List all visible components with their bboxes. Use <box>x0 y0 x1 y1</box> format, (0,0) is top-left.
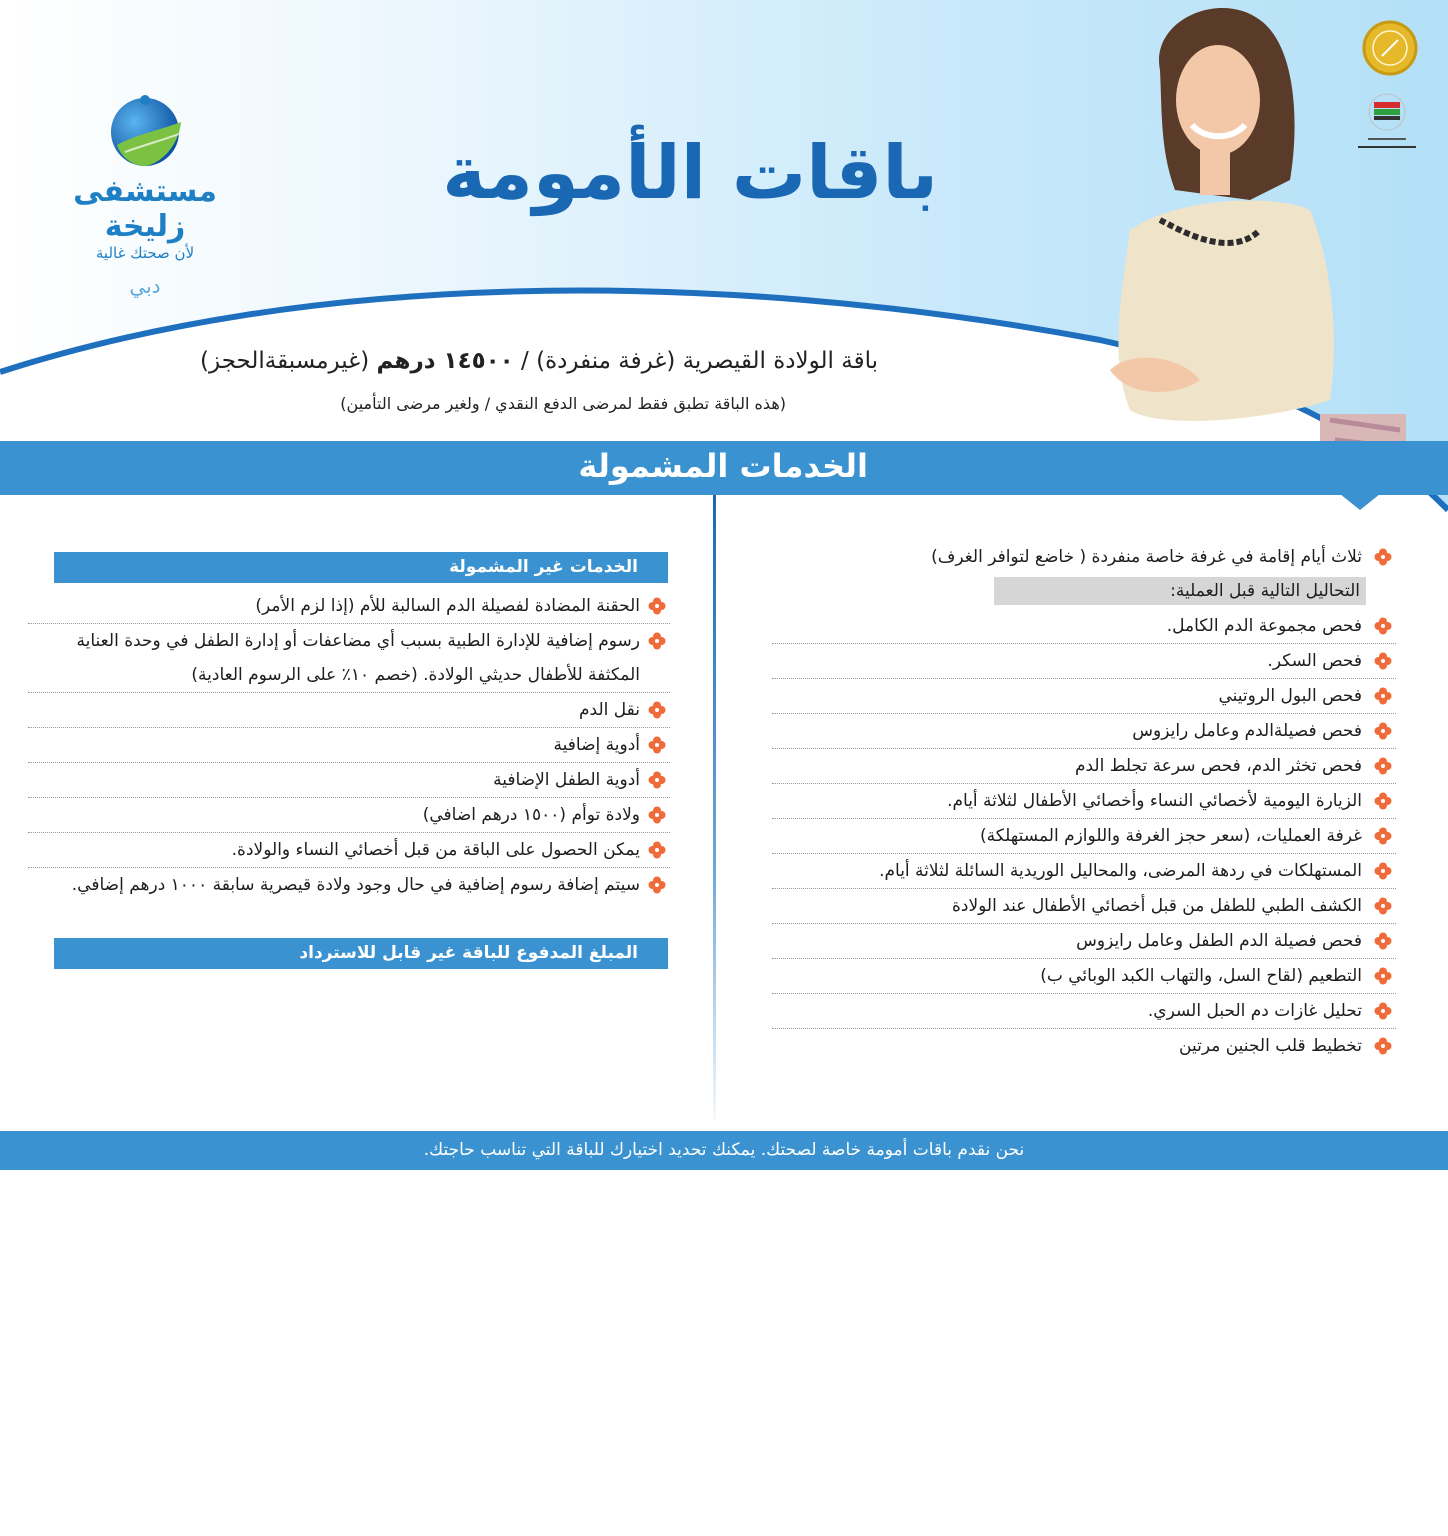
list-item-text: ولادة توأم (١٥٠٠ درهم اضافي) <box>422 805 640 825</box>
orange-flower-bullet-icon <box>1374 897 1392 915</box>
awards-area <box>1352 18 1422 168</box>
orange-flower-bullet-icon <box>648 597 666 615</box>
list-item-text: فحص مجموعة الدم الكامل. <box>1166 616 1362 636</box>
orange-flower-bullet-icon <box>648 806 666 824</box>
tests-heading: التحاليل التالية قبل العملية: <box>994 577 1366 605</box>
list-item <box>772 1029 1396 1064</box>
list-item-text: فحص فصيلة الدم الطفل وعامل رايزوس <box>1076 931 1362 951</box>
list-item <box>28 589 670 624</box>
list-item <box>28 763 670 798</box>
list-item-text: ثلاث أيام إقامة في غرفة خاصة منفردة ( خاضع لتوافر الغرف) <box>931 547 1362 567</box>
hospital-name: مستشفى زليخة <box>73 174 217 244</box>
list-item-text: رسوم إضافية للإدارة الطبية بسبب أي مضاعفات أو إدارة الطفل في وحدة العناية المكثفة للأطفال حديثي الولادة. (خصم ١٠٪ على الرسوم العادية) <box>76 631 640 685</box>
package-booking-note: (غيرمسبقةالحجز) <box>200 348 370 374</box>
orange-flower-bullet-icon <box>1374 548 1392 566</box>
orange-flower-bullet-icon <box>1374 722 1392 740</box>
orange-flower-bullet-icon <box>648 701 666 719</box>
package-name: باقة الولادة القيصرية (غرفة منفردة) / <box>521 348 878 374</box>
footer-bar <box>0 1131 1448 1170</box>
list-item-text: التطعيم (لقاح السل، والتهاب الكبد الوبائي ب) <box>1040 966 1362 986</box>
list-item <box>772 994 1396 1029</box>
gold-quality-seal-icon <box>1360 18 1420 78</box>
list-item-text: فحص السكر. <box>1267 651 1362 671</box>
hospital-logo[interactable] <box>40 90 250 298</box>
list-item <box>772 540 1396 575</box>
orange-flower-bullet-icon <box>1374 757 1392 775</box>
list-item-text: يمكن الحصول على الباقة من قبل أخصائي النساء والولادة. <box>231 840 640 860</box>
orange-flower-bullet-icon <box>648 736 666 754</box>
list-item-text: الكشف الطبي للطفل من قبل أخصائي الأطفال عند الولادة <box>951 896 1362 916</box>
list-item-text: تخطيط قلب الجنين مرتين <box>1179 1036 1362 1056</box>
orange-flower-bullet-icon <box>648 632 666 650</box>
dubai-quality-award-icon <box>1352 82 1422 158</box>
bar-notch <box>1340 494 1380 512</box>
list-item <box>772 609 1396 644</box>
orange-flower-bullet-icon <box>1374 932 1392 950</box>
included-services-bar <box>0 441 1448 495</box>
list-item <box>28 693 670 728</box>
list-item-text: تحليل غازات دم الحبل السري. <box>1147 1001 1362 1021</box>
list-item-text: الحقنة المضادة لفصيلة الدم السالبة للأم (إذا لزم الأمر) <box>255 596 640 616</box>
hospital-tagline: لأن صحتك غالية <box>95 244 195 262</box>
footer-text: نحن نقدم باقات أمومة خاصة لصحتك. يمكنك تحديد اختيارك للباقة التي تناسب حاجتك. <box>423 1140 1025 1160</box>
orange-flower-bullet-icon <box>1374 967 1392 985</box>
orange-flower-bullet-icon <box>1374 827 1392 845</box>
orange-flower-bullet-icon <box>648 841 666 859</box>
list-item <box>772 714 1396 749</box>
orange-flower-bullet-icon <box>648 876 666 894</box>
list-item <box>772 819 1396 854</box>
package-line <box>200 348 878 374</box>
list-item <box>28 798 670 833</box>
included-services-heading: الخدمات المشمولة <box>578 447 868 485</box>
excluded-services-list <box>28 552 670 902</box>
package-price: ١٤٥٠٠ درهم <box>376 348 514 374</box>
orange-flower-bullet-icon <box>1374 1037 1392 1055</box>
list-item <box>28 833 670 868</box>
list-item <box>772 924 1396 959</box>
list-item-text: الزيارة اليومية لأخصائي النساء وأخصائي الأطفال لثلاثة أيام. <box>947 791 1362 811</box>
included-services-list <box>772 540 1396 1064</box>
package-condition: (هذه الباقة تطبق فقط لمرضى الدفع النقدي / ولغير مرضى التأمين) <box>340 394 786 413</box>
list-item <box>772 854 1396 889</box>
list-item <box>772 959 1396 994</box>
orange-flower-bullet-icon <box>1374 792 1392 810</box>
refund-note: المبلغ المدفوع للباقة غير قابل للاسترداد <box>54 938 668 969</box>
list-item-text: فحص البول الروتيني <box>1218 686 1362 706</box>
list-item <box>772 749 1396 784</box>
orange-flower-bullet-icon <box>1374 617 1392 635</box>
page-title: باقات الأمومة <box>442 130 938 216</box>
list-item-text: فحص فصيلةالدم وعامل رايزوس <box>1132 721 1362 741</box>
list-item-text: سيتم إضافة رسوم إضافية في حال وجود ولادة قيصرية سابقة ١٠٠٠ درهم إضافي. <box>71 875 640 895</box>
orange-flower-bullet-icon <box>1374 687 1392 705</box>
list-item <box>772 784 1396 819</box>
list-item <box>772 889 1396 924</box>
globe-logo-icon <box>105 90 185 170</box>
orange-flower-bullet-icon <box>1374 862 1392 880</box>
list-item <box>28 728 670 763</box>
list-item-text: فحص تخثر الدم، فحص سرعة تجلط الدم <box>1074 756 1362 776</box>
list-item <box>28 624 670 693</box>
list-item-text: أدوية إضافية <box>553 735 640 755</box>
column-divider <box>713 495 716 1120</box>
list-item-text: نقل الدم <box>579 700 640 720</box>
list-item-text: غرفة العمليات، (سعر حجز الغرفة واللوازم المستهلكة) <box>980 826 1362 846</box>
list-item <box>772 679 1396 714</box>
list-item-text: المستهلكات في ردهة المرضى، والمحاليل الوريدية السائلة لثلاثة أيام. <box>879 861 1362 881</box>
list-item-text: أدوية الطفل الإضافية <box>493 770 640 790</box>
list-item <box>28 868 670 902</box>
orange-flower-bullet-icon <box>1374 1002 1392 1020</box>
hospital-city: دبي <box>129 274 161 298</box>
orange-flower-bullet-icon <box>1374 652 1392 670</box>
list-item <box>772 644 1396 679</box>
excluded-services-heading: الخدمات غير المشمولة <box>54 552 668 583</box>
orange-flower-bullet-icon <box>648 771 666 789</box>
